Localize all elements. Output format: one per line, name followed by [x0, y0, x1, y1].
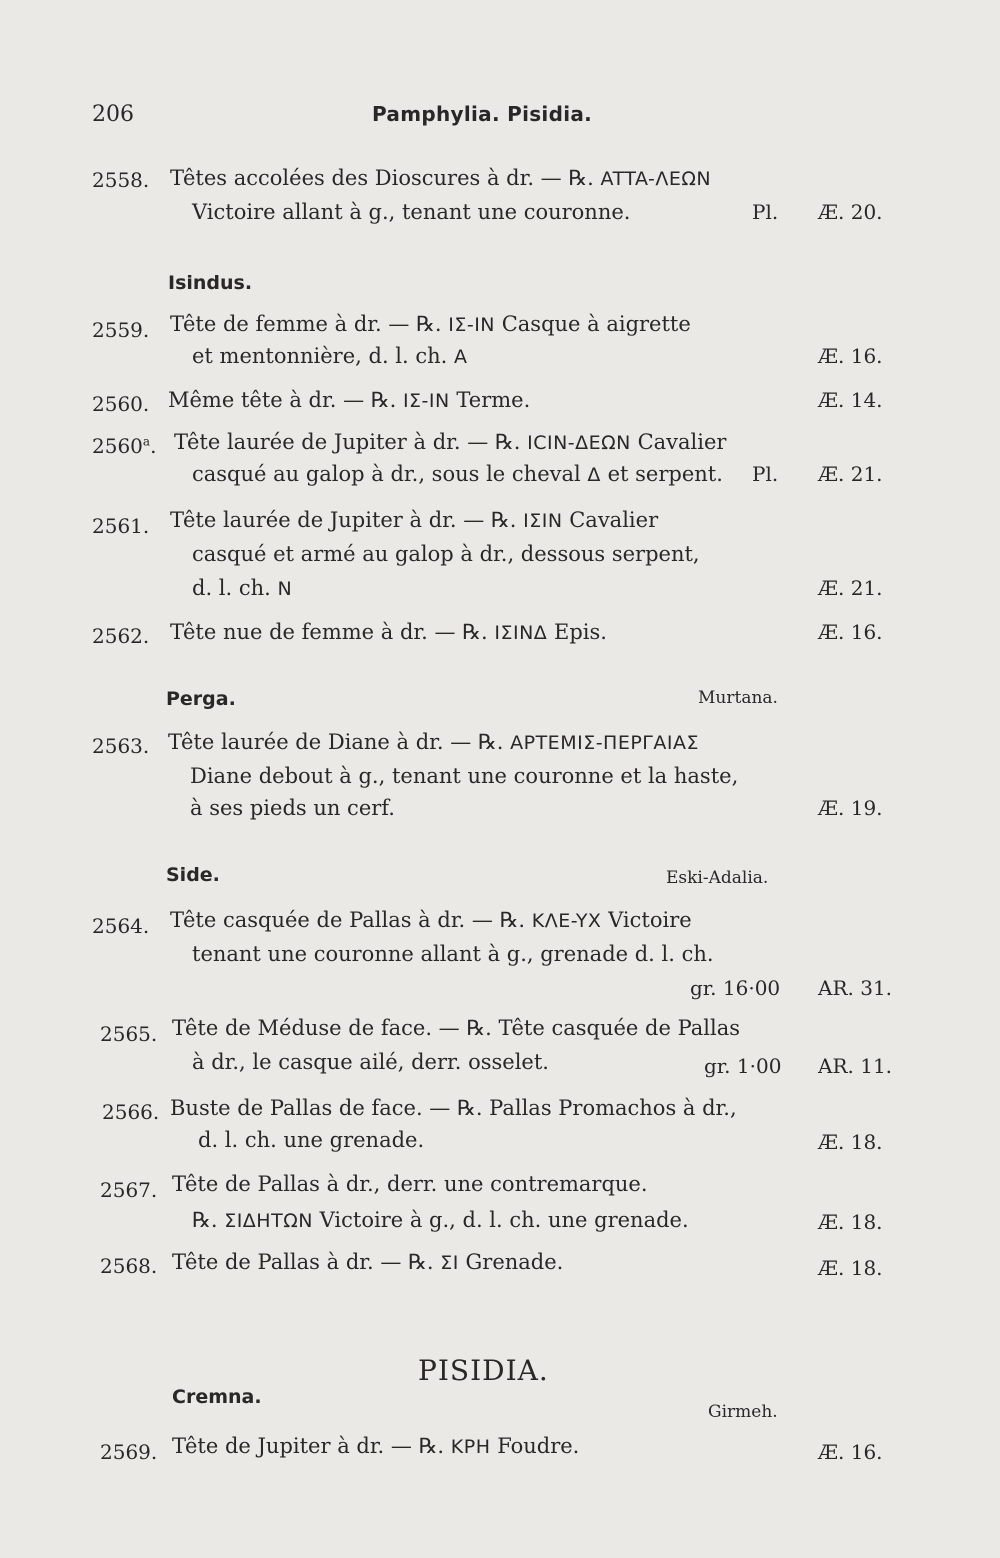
entry-number: 2565.	[100, 1022, 158, 1046]
greek-legend: ATTA-ΛEΩN	[600, 168, 712, 190]
entry-text: ℞. ΣIΔHTΩN Victoire à g., d. l. ch. une grenade.	[192, 1208, 689, 1232]
running-title: Pamphylia. Pisidia.	[372, 102, 593, 126]
entry-text: Même tête à dr. — ℞. IΣ-IN Terme.	[168, 388, 531, 412]
entry-text: et mentonnière, d. l. ch. A	[192, 344, 468, 368]
entry-number: 2559.	[92, 318, 150, 342]
entry-text: Tête de Méduse de face. — ℞. Tête casquée de Pallas	[172, 1016, 741, 1040]
metal-size: Æ. 20.	[818, 200, 883, 224]
section-heading-perga: Perga.	[166, 688, 236, 710]
entry-text: d. l. ch. une grenade.	[198, 1128, 425, 1152]
entry-text: Tête de Pallas à dr., derr. une contremarque.	[172, 1172, 648, 1196]
entry-text: Tête laurée de Diane à dr. — ℞. APTEMIΣ-ΠEPΓAIAΣ	[168, 730, 699, 754]
metal-size: AR. 31.	[818, 976, 893, 1000]
section-location: Eski-Adalia.	[666, 868, 769, 888]
greek-legend: ΣIΔHTΩN	[224, 1210, 313, 1232]
weight: gr. 1·00	[704, 1054, 782, 1078]
page-number: 206	[92, 102, 134, 127]
metal-size: Æ. 14.	[818, 388, 883, 412]
metal-size: Æ. 18.	[818, 1130, 883, 1154]
entry-number: 2568.	[100, 1254, 158, 1278]
weight: gr. 16·00	[690, 976, 781, 1000]
entry-number: 2569.	[100, 1440, 158, 1464]
region-heading: PISIDIA.	[418, 1354, 549, 1387]
entry-text: Tête de Jupiter à dr. — ℞. KPH Foudre.	[172, 1434, 580, 1458]
section-heading-cremna: Cremna.	[172, 1386, 262, 1408]
entry-text: Diane debout à g., tenant une couronne et la haste,	[190, 764, 739, 788]
metal-size: AR. 11.	[818, 1054, 893, 1078]
greek-legend: A	[454, 346, 468, 368]
greek-legend: IΣ-IN	[448, 314, 496, 336]
metal-size: Æ. 19.	[818, 796, 883, 820]
entry-text: Têtes accolées des Dioscures à dr. — ℞. ATTA-ΛEΩN	[170, 166, 712, 190]
entry-text: tenant une couronne allant à g., grenade d. l. ch.	[192, 942, 714, 966]
plate-ref: Pl.	[752, 200, 779, 224]
metal-size: Æ. 18.	[818, 1256, 883, 1280]
metal-size: Æ. 21.	[818, 462, 883, 486]
greek-legend: KPH	[450, 1436, 491, 1458]
greek-legend: N	[277, 578, 293, 600]
plate-ref: Pl.	[752, 462, 779, 486]
entry-number: 2560.	[92, 392, 150, 416]
greek-legend: IΣIN	[523, 510, 563, 532]
metal-size: Æ. 16.	[818, 344, 883, 368]
entry-text: à dr., le casque ailé, derr. osselet.	[192, 1050, 549, 1074]
entry-text: Tête laurée de Jupiter à dr. — ℞. ICIN-ΔEΩN Cavalier	[174, 430, 727, 454]
entry-text: Victoire allant à g., tenant une couronne.	[192, 200, 631, 224]
section-location: Girmeh.	[708, 1402, 778, 1422]
section-heading-side: Side.	[166, 864, 220, 886]
greek-legend: ICIN-ΔEΩN	[527, 432, 631, 454]
entry-number: 2561.	[92, 514, 150, 538]
entry-number: 2567.	[100, 1178, 158, 1202]
section-heading-isindus: Isindus.	[168, 272, 253, 294]
greek-legend: Δ	[587, 464, 601, 486]
entry-number: 2563.	[92, 734, 150, 758]
entry-text: Tête casquée de Pallas à dr. — ℞. KΛE-YX Victoire	[170, 908, 692, 932]
entry-text: Buste de Pallas de face. — ℞. Pallas Promachos à dr.,	[170, 1096, 737, 1120]
greek-legend: KΛE-YX	[531, 910, 602, 932]
entry-text: Tête nue de femme à dr. — ℞. IΣINΔ Epis.	[170, 620, 607, 644]
entry-text: Tête laurée de Jupiter à dr. — ℞. IΣIN Cavalier	[170, 508, 659, 532]
metal-size: Æ. 21.	[818, 576, 883, 600]
entry-text: casqué et armé au galop à dr., dessous serpent,	[192, 542, 700, 566]
greek-legend: APTEMIΣ-ΠEPΓAIAΣ	[510, 732, 699, 754]
metal-size: Æ. 16.	[818, 620, 883, 644]
entry-text: Tête de Pallas à dr. — ℞. ΣI Grenade.	[172, 1250, 564, 1274]
entry-number: 2562.	[92, 624, 150, 648]
greek-legend: IΣINΔ	[494, 622, 548, 644]
entry-text: casqué au galop à dr., sous le cheval Δ et serpent.	[192, 462, 723, 486]
entry-number: 2566.	[102, 1100, 160, 1124]
greek-legend: ΣI	[440, 1252, 459, 1274]
section-location: Murtana.	[698, 688, 778, 708]
entry-text: Tête de femme à dr. — ℞. IΣ-IN Casque à aigrette	[170, 312, 691, 336]
entry-number: 2564.	[92, 914, 150, 938]
metal-size: Æ. 18.	[818, 1210, 883, 1234]
greek-legend: IΣ-IN	[402, 390, 450, 412]
entry-number: 2560$^a$.	[92, 434, 157, 458]
entry-number: 2558.	[92, 168, 150, 192]
entry-text: à ses pieds un cerf.	[190, 796, 395, 820]
metal-size: Æ. 16.	[818, 1440, 883, 1464]
entry-text: d. l. ch. N	[192, 576, 293, 600]
